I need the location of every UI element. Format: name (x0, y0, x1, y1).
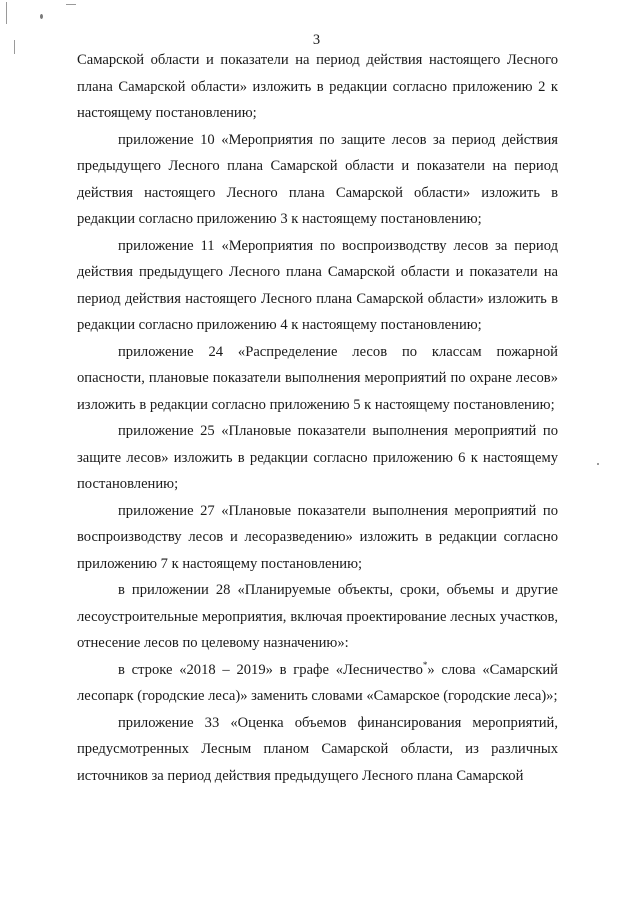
scan-mark (6, 2, 7, 24)
paragraph-2: приложение 10 «Мероприятия по защите лесов за период действия предыдущего Лесного плана Самарской области и показатели на период действия настоящего Лесного плана Самарской области» изложить в редакции согласно приложению 3 к настоящему постановлению; (77, 131, 558, 227)
paragraph-9: приложение 33 «Оценка объемов финансирования мероприятий, предусмотренных Лесным планом Самарской области, из различных источников за период действия предыдущего Лесного плана Самарской (77, 714, 558, 784)
paragraph-5: приложение 25 «Плановые показатели выполнения мероприятий по защите лесов» изложить в редакции согласно приложению 6 к настоящему постановлению; (77, 423, 558, 492)
scan-mark (597, 463, 599, 465)
paragraph-8-end: » слова «Самарский лесопарк (городские леса)» заменить словами «Самарское (городские леса)»; (77, 661, 558, 704)
paragraph-3: приложение 11 «Мероприятия по воспроизводству лесов за период действия предыдущего Лесного плана Самарской области и показатели на период действия настоящего Лесного плана Самарской области» изложить в редакции согласно приложению 4 к настоящему постановлению; (77, 237, 558, 333)
paragraph-8 (77, 657, 558, 710)
paragraph-8-start: в строке «2018 – 2019» в графе «Лесничество (118, 661, 423, 678)
paragraph-6: приложение 27 «Плановые показатели выполнения мероприятий по воспроизводству лесов и лесоразведению» изложить в редакции согласно приложению 7 к настоящему постановлению; (77, 502, 558, 572)
scan-mark (40, 14, 43, 19)
paragraph-1: Самарской области и показатели на период действия настоящего Лесного плана Самарской области» изложить в редакции согласно приложению 2 к настоящему постановлению; (77, 52, 558, 121)
page-number: 3 (312, 32, 321, 48)
scan-mark (66, 4, 76, 5)
document-body (77, 47, 558, 789)
footnote-mark: * (422, 659, 428, 670)
paragraph-4: приложение 24 «Распределение лесов по классам пожарной опасности, плановые показатели выполнения мероприятий по охране лесов» изложить в редакции согласно приложению 5 к настоящему постановлению; (77, 343, 558, 413)
paragraph-7: в приложении 28 «Планируемые объекты, сроки, объемы и другие лесоустроительные мероприятия, включая проектирование лесных участков, отнесение лесов по целевому назначению»: (77, 582, 558, 651)
scan-mark (14, 40, 15, 54)
